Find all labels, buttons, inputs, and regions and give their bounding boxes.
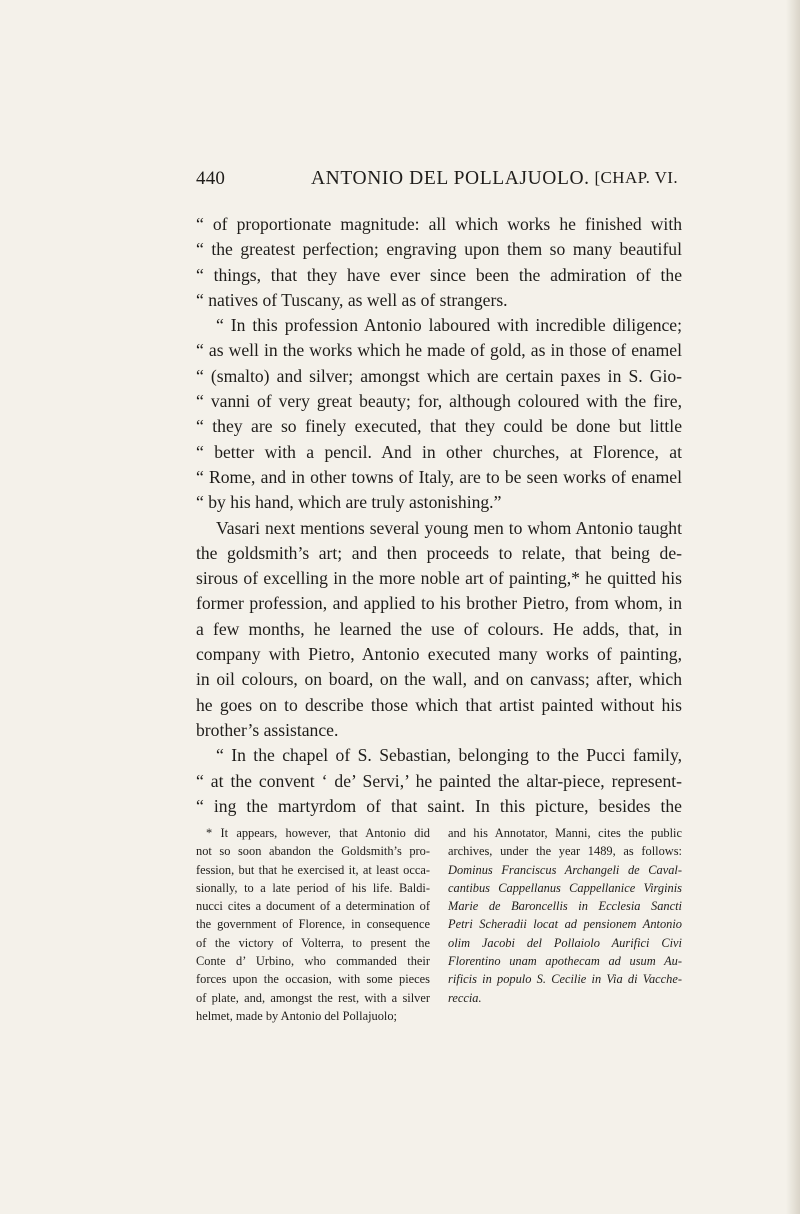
text-line: sirous of excelling in the more noble art of painting,* he quitted his xyxy=(196,568,682,589)
text-line: “ better with a pencil. And in other churches, at Florence, at xyxy=(196,441,682,462)
running-header xyxy=(196,168,678,198)
text-line: “ (smalto) and silver; amongst which are certain paxes in S. Gio- xyxy=(196,365,682,386)
footnote-column-left xyxy=(196,824,430,1025)
text-line: “ they are so finely executed, that they could be done but little xyxy=(196,416,682,437)
page-edge-shadow xyxy=(786,0,800,1214)
footnote-line: Marie de Baroncellis in Ecclesia Sancti xyxy=(448,899,682,914)
page-number: 440 xyxy=(196,168,226,189)
footnote-line: fession, but that he exercised it, at least occa- xyxy=(196,862,430,877)
text-line: “ ing the martyrdom of that saint. In this picture, besides the xyxy=(196,795,682,816)
text-line: the goldsmith’s art; and then proceeds to relate, that being de- xyxy=(196,542,682,563)
footnote-line: helmet, made by Antonio del Pollajuolo; xyxy=(196,1008,397,1023)
footnote-line: reccia. xyxy=(448,990,482,1005)
footnote-line: the government of Florence, in consequence xyxy=(196,917,430,932)
footnote-column-right xyxy=(448,824,682,1007)
text-line: “ natives of Tuscany, as well as of strangers. xyxy=(196,289,508,310)
chapter-label: [CHAP. VI. xyxy=(594,168,678,187)
text-line: brother’s assistance. xyxy=(196,719,339,740)
footnote-line: * It appears, however, that Antonio did xyxy=(206,826,430,840)
footnote-line: rificis in populo S. Cecilie in Via di Vacche- xyxy=(448,972,682,987)
text-line: “ things, that they have ever since been the admiration of the xyxy=(196,264,682,285)
text-line: “ at the convent ‘ de’ Servi,’ he painted the altar-piece, represent- xyxy=(196,770,682,791)
text-line: a few months, he learned the use of colours. He adds, that, in xyxy=(196,618,682,639)
text-line: in oil colours, on board, on the wall, and on canvass; after, which xyxy=(196,669,682,690)
main-text xyxy=(196,212,682,819)
footnote-line: archives, under the year 1489, as follows: xyxy=(448,844,682,859)
text-line: “ Rome, and in other towns of Italy, are to be seen works of enamel xyxy=(196,466,682,487)
footnote-line: sionally, to a late period of his life. Baldi- xyxy=(196,880,430,895)
text-line: “ the greatest perfection; engraving upon them so many beautiful xyxy=(196,239,682,260)
text-line: Vasari next mentions several young men to whom Antonio taught xyxy=(216,517,682,538)
footnote-line: of the victory of Volterra, to present the xyxy=(196,935,430,950)
text-line: “ by his hand, which are truly astonishing.” xyxy=(196,492,502,513)
text-line: “ In the chapel of S. Sebastian, belonging to the Pucci family, xyxy=(216,745,682,766)
footnote-line: Dominus Franciscus Archangeli de Caval- xyxy=(448,862,682,877)
footnote-line: forces upon the occasion, with some pieces xyxy=(196,972,430,987)
text-line: company with Pietro, Antonio executed many works of painting, xyxy=(196,644,682,665)
footnote-line: Petri Scheradii locat ad pensionem Antonio xyxy=(448,917,682,932)
footnote-line: not so soon abandon the Goldsmith’s pro- xyxy=(196,844,430,859)
footnote-line: cantibus Cappellanus Cappellanice Virginis xyxy=(448,880,682,895)
footnote-line: and his Annotator, Manni, cites the public xyxy=(448,826,682,840)
text-line: “ In this profession Antonio laboured with incredible diligence; xyxy=(216,315,682,336)
text-line: “ vanni of very great beauty; for, although coloured with the fire, xyxy=(196,391,682,412)
text-line: “ as well in the works which he made of gold, as in those of enamel xyxy=(196,340,682,361)
text-line: he goes on to describe those which that artist painted without his xyxy=(196,694,682,715)
footnote-line: of plate, and, amongst the rest, with a silver xyxy=(196,990,430,1005)
footnote-line: olim Jacobi del Pollaiolo Aurifici Civi xyxy=(448,935,682,950)
footnote-line: Conte d’ Urbino, who commanded their xyxy=(196,954,430,969)
footnote-line: Florentino unam apothecam ad usum Au- xyxy=(448,954,682,969)
running-title: ANTONIO DEL POLLAJUOLO. xyxy=(311,168,590,189)
text-line: former profession, and applied to his brother Pietro, from whom, in xyxy=(196,593,682,614)
footnotes xyxy=(196,824,682,1023)
footnote-line: nucci cites a document of a determination of xyxy=(196,899,430,914)
text-line: “ of proportionate magnitude: all which works he finished with xyxy=(196,214,682,234)
